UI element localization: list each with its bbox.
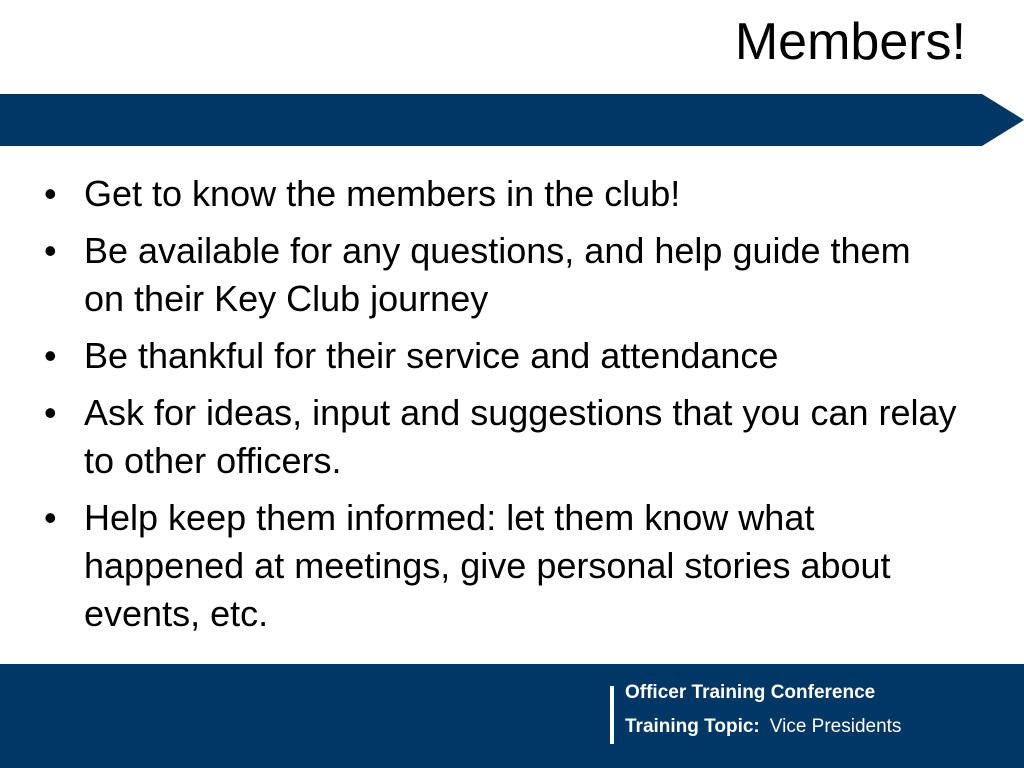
footer-topic (625, 716, 901, 738)
bullet-dot: • (44, 335, 57, 376)
bullet-list (40, 170, 960, 647)
footer-divider (610, 686, 614, 744)
bullet-text: Help keep them informed: let them know what happened at meetings, give personal stories about events, etc. (84, 497, 891, 634)
bullet-item (40, 332, 960, 380)
bullet-dot: • (44, 497, 57, 538)
bullet-text: Get to know the members in the club! (84, 173, 681, 214)
title-banner-arrow (0, 94, 1024, 146)
footer-band (0, 664, 1024, 768)
bullet-item (40, 389, 960, 485)
bullet-text: Be thankful for their service and attendance (84, 335, 779, 376)
bullet-dot: • (44, 392, 57, 433)
bullet-item (40, 494, 960, 638)
bullet-dot: • (44, 230, 57, 271)
bullet-text: Be available for any questions, and help guide them on their Key Club journey (84, 230, 911, 319)
slide-title: Members! (734, 13, 966, 71)
footer-topic-value: Vice Presidents (769, 716, 902, 737)
bullet-item (40, 227, 960, 323)
footer-topic-label: Training Topic: (625, 716, 760, 737)
bullet-item (40, 170, 960, 218)
footer-event-name: Officer Training Conference (625, 682, 876, 703)
bullet-text: Ask for ideas, input and suggestions that you can relay to other officers. (84, 392, 957, 481)
bullet-dot: • (44, 173, 57, 214)
